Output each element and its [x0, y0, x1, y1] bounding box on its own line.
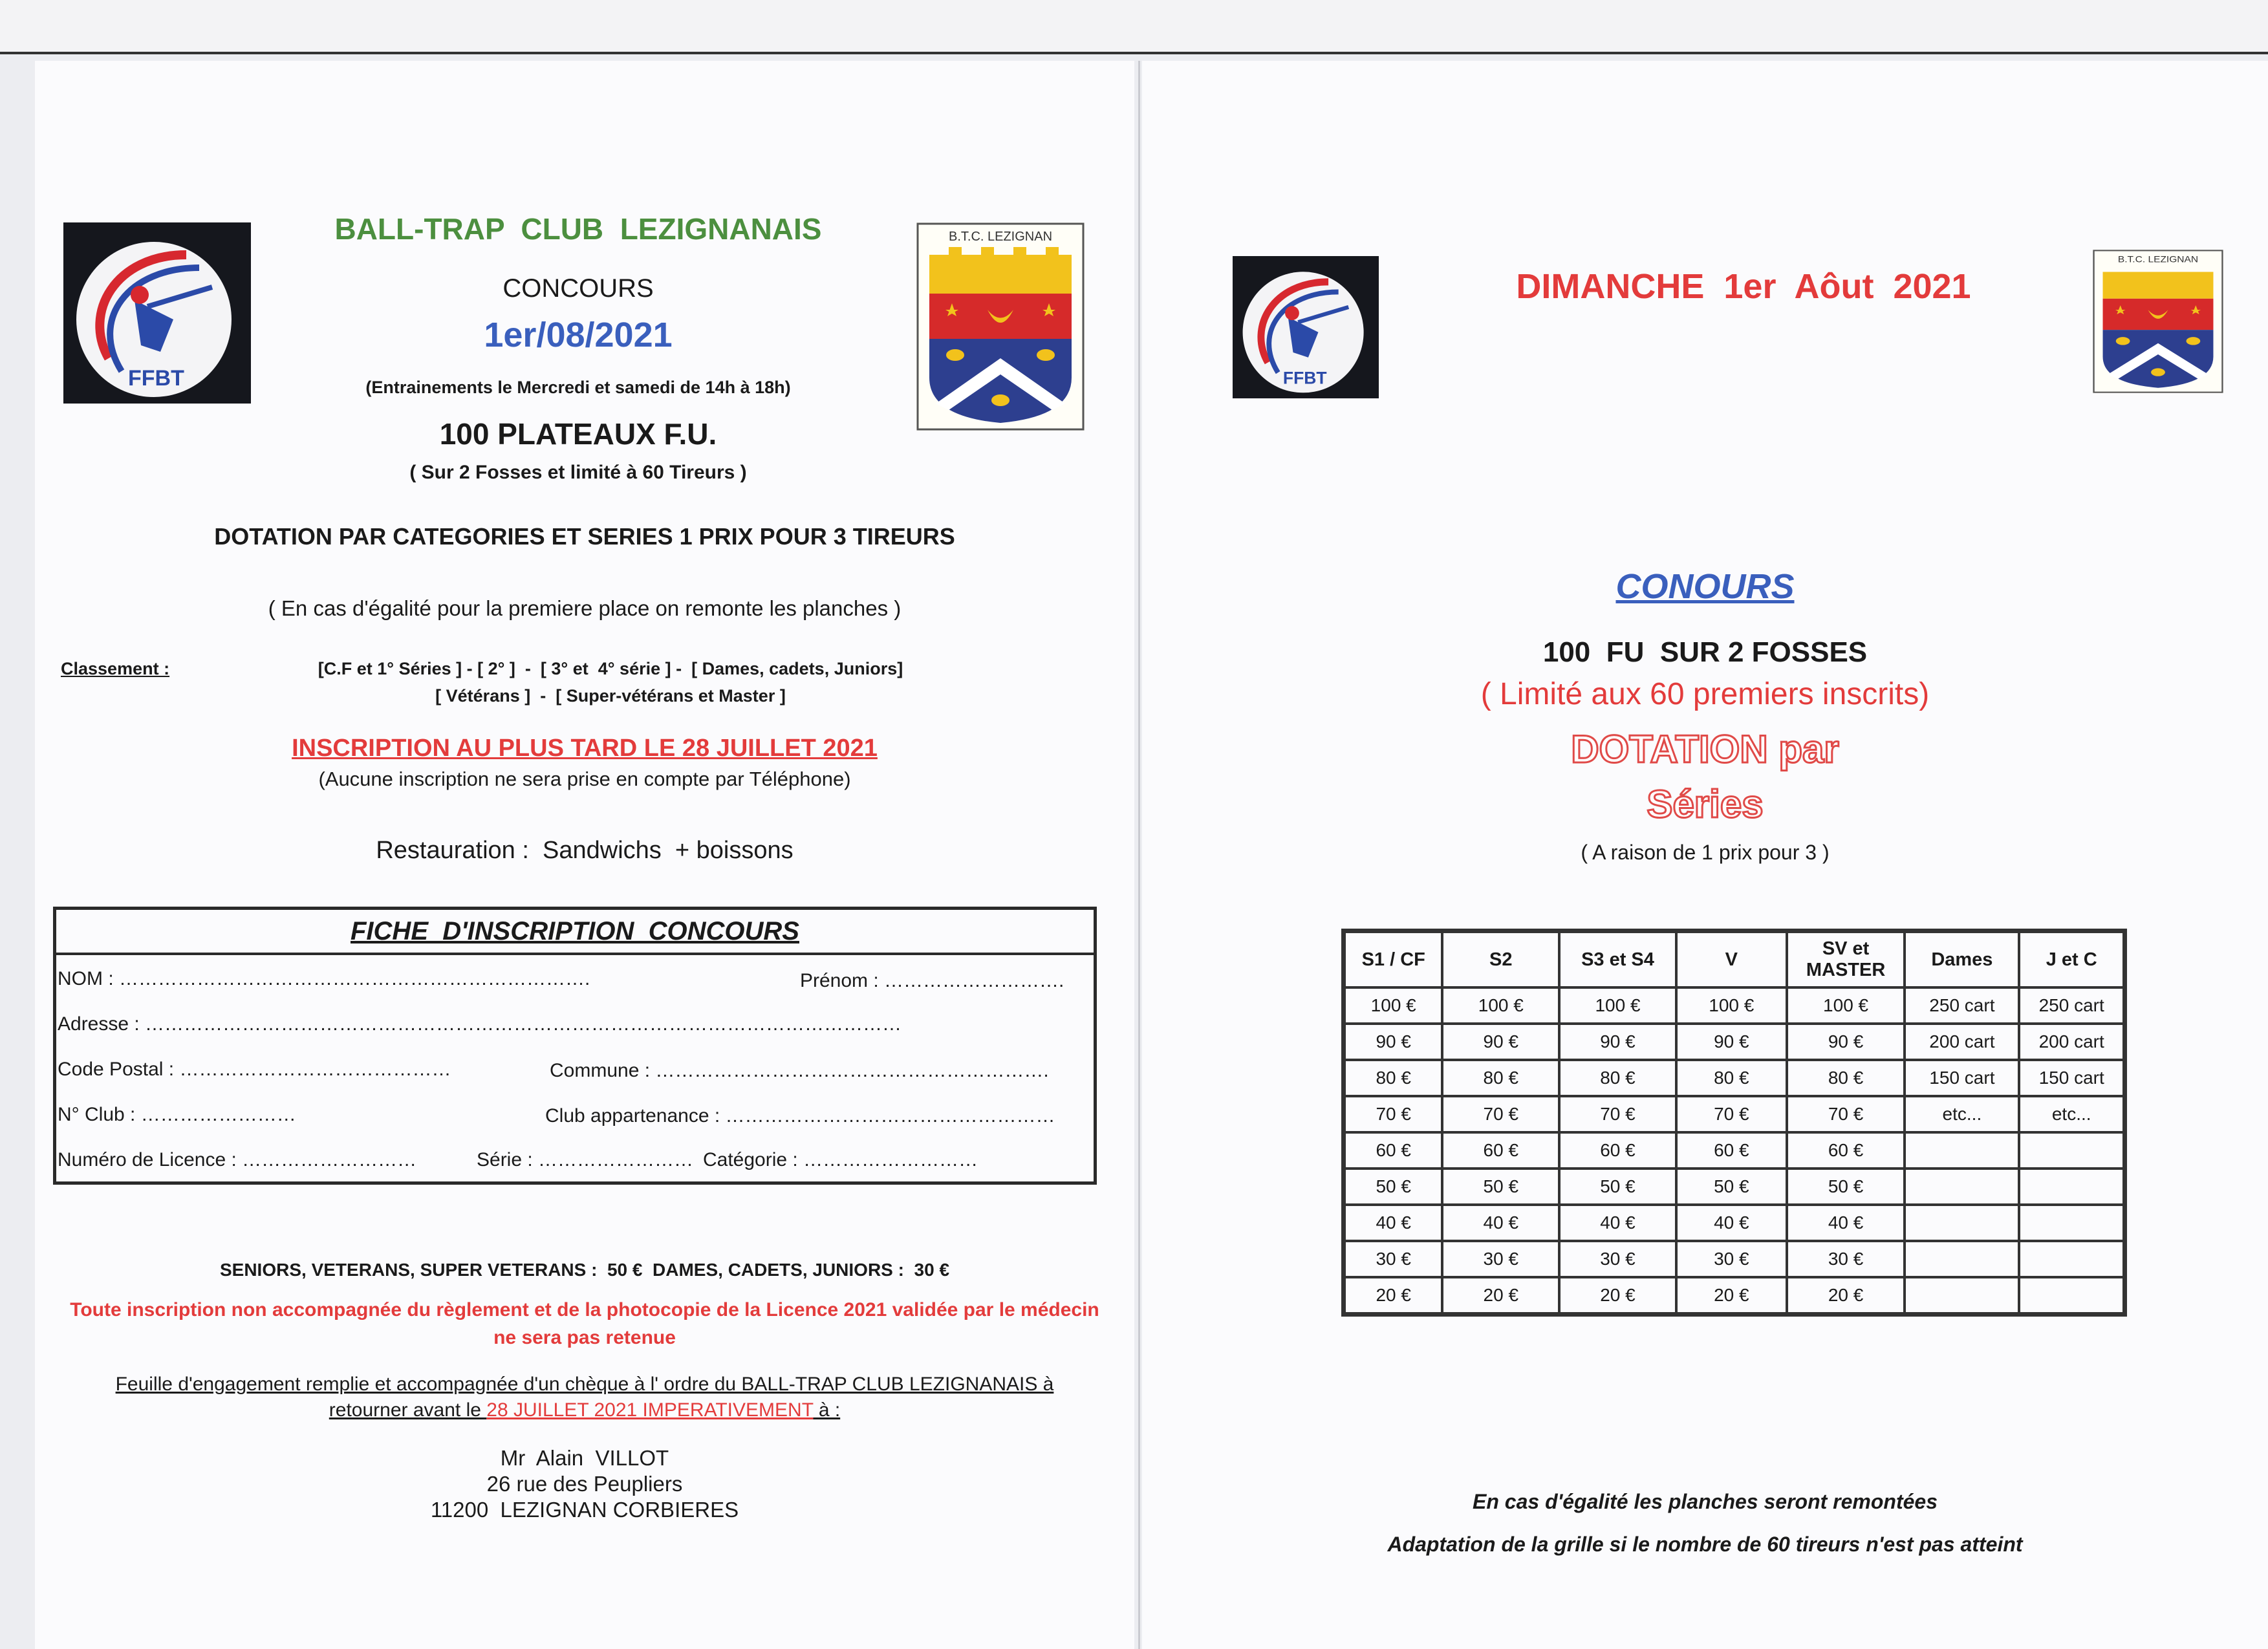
ffbt-logo-right-graphic [1233, 256, 1379, 398]
header-cell: SV et MASTER [1787, 932, 1905, 987]
table-cell: 100 € [1559, 987, 1676, 1024]
prenom-field[interactable]: Prénom : ………………………. [800, 970, 1064, 991]
table-cell: 100 € [1345, 987, 1442, 1024]
prize-table-header [1345, 932, 2124, 987]
table-cell: 90 € [1559, 1024, 1676, 1060]
feuille-text-1: Feuille d'engagement remplie et accompagnée d'un chèque à l' ordre du BALL-TRAP CLUB LEZIGNANAIS à [115, 1374, 1054, 1395]
table-cell [1905, 1169, 2019, 1205]
table-cell: 150 cart [1905, 1060, 2019, 1096]
crest-graphic [916, 222, 1085, 431]
licence-field[interactable]: Numéro de Licence : ……………………… [58, 1149, 417, 1170]
address-street: 26 rue des Peupliers [486, 1472, 683, 1496]
ffbt-logo-right [1233, 256, 1379, 398]
table-cell: 50 € [1559, 1169, 1676, 1205]
table-cell: 60 € [1676, 1132, 1787, 1169]
club-number-field[interactable]: N° Club : …………………… [58, 1104, 296, 1125]
crest-right-text: B.T.C. LEZIGNAN [2117, 255, 2199, 265]
feuille-line-1 [35, 1374, 1134, 1396]
ffbt-logo-text: FFBT [128, 366, 184, 391]
table-cell: 50 € [1676, 1169, 1787, 1205]
address-city: 11200 LEZIGNAN CORBIERES [430, 1498, 739, 1522]
table-cell: 150 cart [2019, 1060, 2124, 1096]
table-cell: 20 € [1345, 1277, 1442, 1313]
fu-title: 100 FU SUR 2 FOSSES [1542, 636, 1868, 668]
table-cell [1905, 1241, 2019, 1277]
table-cell: 40 € [1345, 1205, 1442, 1241]
tarifs-info: SENIORS, VETERANS, SUPER VETERANS : 50 € DAMES, CADETS, JUNIORS : 30 € [219, 1260, 950, 1280]
table-cell: etc... [1905, 1096, 2019, 1132]
feuille-deadline: 28 JUILLET 2021 IMPERATIVEMENT [486, 1399, 814, 1421]
inscription-deadline: INSCRIPTION AU PLUS TARD LE 28 JUILLET 2021 [292, 735, 878, 762]
table-cell: 90 € [1787, 1024, 1905, 1060]
adresse-field[interactable]: Adresse : ……………………………………………………………………………………………………… [58, 1013, 902, 1035]
table-cell: 200 cart [1905, 1024, 2019, 1060]
table-cell: 80 € [1676, 1060, 1787, 1096]
table-cell: 250 cart [1905, 987, 2019, 1024]
note-egalite: En cas d'égalité les planches seront remontées [1473, 1490, 1938, 1513]
classement-line-1: [C.F et 1° Séries ] - [ 2° ] - [ 3° et 4° série ] - [ Dames, cadets, Juniors] [318, 659, 903, 678]
training-info: (Entrainements le Mercredi et samedi de 14h à 18h) [365, 378, 791, 397]
table-cell: 90 € [1442, 1024, 1559, 1060]
header-cell: Dames [1905, 932, 2019, 987]
table-cell: 80 € [1345, 1060, 1442, 1096]
categorie-field[interactable]: Catégorie : ……………………… [703, 1149, 978, 1170]
header-cell: S3 et S4 [1559, 932, 1676, 987]
header-cell: J et C [2019, 932, 2124, 987]
table-cell: 40 € [1559, 1205, 1676, 1241]
scan-top-band [0, 0, 2268, 54]
table-cell: 70 € [1442, 1096, 1559, 1132]
note-adaptation: Adaptation de la grille si le nombre de 60 tireurs n'est pas atteint [1387, 1533, 2023, 1556]
table-cell: 60 € [1442, 1132, 1559, 1169]
feuille-line-2 [35, 1399, 1134, 1421]
series-title: Séries [1647, 782, 1764, 826]
table-cell: 100 € [1442, 987, 1559, 1024]
classement-label: Classement : [61, 659, 170, 678]
header-cell: S2 [1442, 932, 1559, 987]
event-date: 1er/08/2021 [484, 316, 673, 354]
table-cell: 40 € [1787, 1205, 1905, 1241]
table-cell: 20 € [1676, 1277, 1787, 1313]
table-cell: 60 € [1559, 1132, 1676, 1169]
table-row [1345, 1024, 2124, 1060]
header-cell: V [1676, 932, 1787, 987]
btc-lezignan-crest [916, 222, 1085, 431]
commune-field[interactable]: Commune : ……………………………………………………. [550, 1060, 1049, 1081]
licence-warning: Toute inscription non accompagnée du règlement et de la photocopie de la Licence 2021 validée par le médecin ne sera pas retenue [70, 1299, 1099, 1348]
right-date-title: DIMANCHE 1er Aôut 2021 [1516, 267, 1971, 306]
table-cell: 20 € [1787, 1277, 1905, 1313]
page-divider [1138, 61, 1140, 1649]
table-cell [2019, 1241, 2124, 1277]
table-row [1345, 1169, 2124, 1205]
restauration-info: Restauration : Sandwichs + boissons [376, 837, 794, 864]
egalite-info: ( En cas d'égalité pour la premiere place on remonte les planches ) [268, 596, 902, 620]
table-cell: 90 € [1676, 1024, 1787, 1060]
table-cell: 30 € [1787, 1241, 1905, 1277]
dotation-par: DOTATION par [1571, 727, 1839, 771]
code-postal-field[interactable]: Code Postal : …………………………………… [58, 1059, 451, 1080]
table-cell [2019, 1205, 2124, 1241]
table-cell: 80 € [1787, 1060, 1905, 1096]
feuille-text-2a: retourner avant le [329, 1399, 487, 1421]
registration-form [53, 907, 1097, 1185]
deadline-wrap [35, 735, 1134, 762]
table-cell: 40 € [1442, 1205, 1559, 1241]
table-cell [2019, 1277, 2124, 1313]
event-label: CONCOURS [502, 274, 654, 303]
club-appartenance-field[interactable]: Club appartenance : …………………………………………… [545, 1105, 1055, 1126]
nom-field[interactable]: NOM : ………………………………………………………………. [58, 968, 590, 989]
table-cell: 30 € [1559, 1241, 1676, 1277]
table-cell [1905, 1205, 2019, 1241]
ffbt-logo-graphic [63, 222, 251, 404]
left-page [35, 61, 1134, 1649]
table-cell: 100 € [1676, 987, 1787, 1024]
plateaux-title: 100 PLATEAUX F.U. [439, 417, 717, 451]
table-row [1345, 1205, 2124, 1241]
table-cell: 200 cart [2019, 1024, 2124, 1060]
table-cell: 250 cart [2019, 987, 2124, 1024]
crest-text: B.T.C. LEZIGNAN [948, 230, 1053, 244]
raison-info: ( A raison de 1 prix pour 3 ) [1581, 841, 1830, 864]
table-cell [1905, 1277, 2019, 1313]
serie-field[interactable]: Série : …………………… [477, 1149, 694, 1170]
table-cell: 20 € [1442, 1277, 1559, 1313]
crest-right-graphic [2093, 250, 2223, 393]
table-cell: etc... [2019, 1096, 2124, 1132]
table-cell: 50 € [1345, 1169, 1442, 1205]
form-title: FICHE D'INSCRIPTION CONCOURS [56, 910, 1094, 955]
table-cell: 70 € [1676, 1096, 1787, 1132]
limite-info: ( Limité aux 60 premiers inscrits) [1480, 677, 1930, 711]
club-name: BALL-TRAP CLUB LEZIGNANAIS [334, 212, 822, 246]
table-cell: 30 € [1345, 1241, 1442, 1277]
table-cell [1905, 1132, 2019, 1169]
table-cell: 40 € [1676, 1205, 1787, 1241]
dotation-info: DOTATION PAR CATEGORIES ET SERIES 1 PRIX POUR 3 TIREURS [214, 523, 955, 550]
table-row [1345, 1241, 2124, 1277]
table-cell: 50 € [1442, 1169, 1559, 1205]
table-row [1345, 1096, 2124, 1132]
table-row [1345, 1132, 2124, 1169]
table-cell: 100 € [1787, 987, 1905, 1024]
table-cell: 30 € [1442, 1241, 1559, 1277]
header-cell: S1 / CF [1345, 932, 1442, 987]
table-cell: 70 € [1345, 1096, 1442, 1132]
table-cell: 70 € [1787, 1096, 1905, 1132]
table-cell: 50 € [1787, 1169, 1905, 1205]
table-cell [2019, 1169, 2124, 1205]
classement-line-2: [ Vétérans ] - [ Super-vétérans et Master ] [435, 686, 786, 706]
table-row [1345, 1277, 2124, 1313]
table-cell: 60 € [1345, 1132, 1442, 1169]
address-name: Mr Alain VILLOT [500, 1446, 669, 1470]
no-phone-note: (Aucune inscription ne sera prise en compte par Téléphone) [318, 768, 851, 790]
table-cell: 80 € [1442, 1060, 1559, 1096]
table-row [1345, 1060, 2124, 1096]
ffbt-logo-right-text: FFBT [1282, 368, 1327, 388]
table-cell: 80 € [1559, 1060, 1676, 1096]
table-cell: 20 € [1559, 1277, 1676, 1313]
table-cell: 90 € [1345, 1024, 1442, 1060]
conours-title: CONOURS [1615, 567, 1795, 606]
prize-table [1341, 929, 2127, 1317]
btc-lezignan-crest-right [2093, 250, 2223, 393]
table-cell: 70 € [1559, 1096, 1676, 1132]
table-cell: 30 € [1676, 1241, 1787, 1277]
right-page [1142, 61, 2268, 1649]
table-row [1345, 987, 2124, 1024]
table-cell: 60 € [1787, 1132, 1905, 1169]
fosses-info: ( Sur 2 Fosses et limité à 60 Tireurs ) [409, 462, 747, 483]
table-cell [2019, 1132, 2124, 1169]
ffbt-logo [63, 222, 251, 404]
feuille-text-2b: à : [813, 1399, 841, 1421]
